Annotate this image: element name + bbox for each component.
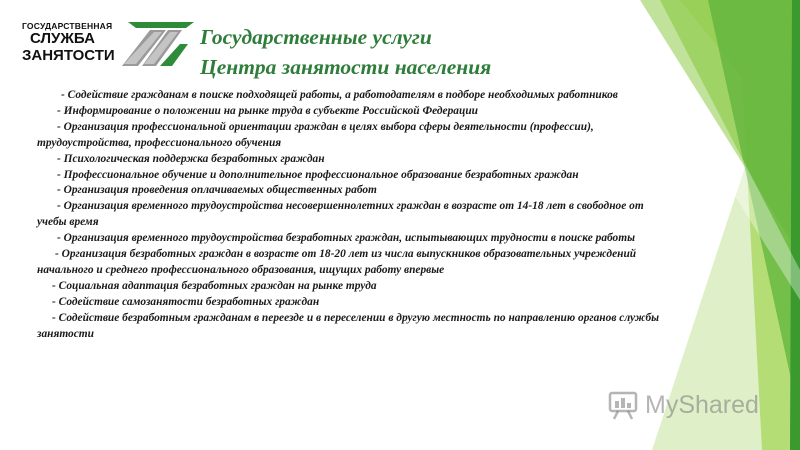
title-line-2: Центра занятости населения bbox=[200, 55, 492, 79]
list-item: - Организация временного трудоустройства несовершеннолетних граждан в возрасте от 14-18 лет в свободное от учебы время bbox=[37, 200, 644, 229]
title-line-1: Государственные услуги bbox=[200, 25, 432, 49]
watermark-text: MyShared bbox=[645, 390, 759, 419]
services-list bbox=[37, 88, 662, 343]
list-item: - Содействие гражданам в поиске подходящей работы, а работодателям в подборе необходимых работников bbox=[61, 89, 618, 101]
logo-emblem-icon bbox=[116, 20, 196, 68]
list-item: - Организация временного трудоустройства безработных граждан, испытывающих трудности в поиске работы bbox=[57, 232, 636, 245]
logo-line-1: ГОСУДАРСТВЕННАЯ bbox=[22, 21, 113, 31]
list-item: - Социальная адаптация безработных граждан на рынке труда bbox=[52, 279, 377, 292]
list-item: - Организация профессиональной ориентации граждан в целях выбора сферы деятельности (профессии), трудоустройства, профессионального обучения bbox=[37, 120, 594, 149]
list-item: - Психологическая поддержка безработных граждан bbox=[57, 152, 325, 165]
list-item: - Организация проведения оплачиваемых общественных работ bbox=[57, 184, 377, 197]
logo-line-3: ЗАНЯТОСТИ bbox=[22, 47, 115, 64]
list-item: - Содействие безработным гражданам в переезде и в переселении в другую местность по направлению органов службы занятости bbox=[37, 311, 660, 340]
list-item: - Информирование о положении на рынке труда в субъекте Российской Федерации bbox=[57, 104, 478, 117]
list-item: - Содействие самозанятости безработных граждан bbox=[52, 295, 320, 308]
list-item: - Организация безработных граждан в возрасте от 18-20 лет из числа выпускников образовательных учреждений начального и среднего профессионального образования, ищущих работу впервые bbox=[37, 248, 637, 276]
logo-line-2: СЛУЖБА bbox=[30, 30, 95, 47]
presentation-board-icon bbox=[607, 389, 639, 421]
list-item: - Профессиональное обучение и дополнительное профессиональное образование безработных граждан bbox=[57, 168, 579, 181]
slide-title bbox=[200, 22, 491, 82]
employment-service-logo bbox=[22, 20, 197, 70]
watermark bbox=[607, 385, 759, 425]
